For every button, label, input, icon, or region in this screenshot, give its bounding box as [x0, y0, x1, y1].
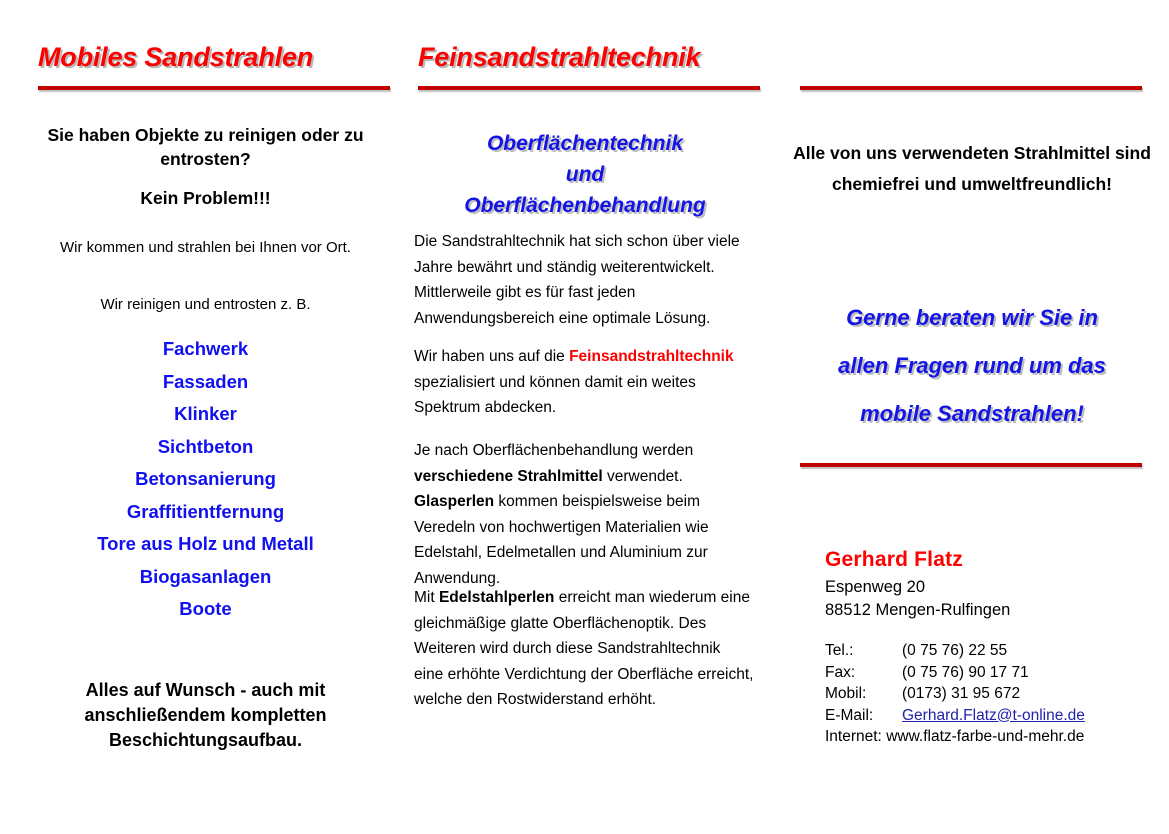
consult-line-2: allen Fragen rund um das [838, 353, 1106, 378]
paragraph-3-a: Je nach Oberflächenbehandlung werden [414, 442, 694, 459]
contact-street: Espenweg 20 [825, 578, 925, 596]
middle-subtitle-line1: Oberflächentechnik [486, 132, 684, 155]
paragraph-3-c: verwendet. [602, 467, 683, 485]
contact-name: Gerhard Flatz [825, 548, 963, 571]
paragraph-4-c: erreicht man wiederum eine gleichmäßige glatte Oberflächenoptik. Des Weiteren wird durch diese Sandstrahltechnik eine erhöhte Verdichtung der Oberfläche erreicht, welche den Rostwiderstand erhöht. [414, 589, 754, 708]
contact-mobile-value: (0173) 31 95 672 [902, 685, 1021, 702]
left-divider-rule [38, 86, 390, 90]
middle-paragraph-3 [414, 438, 754, 591]
right-divider-rule-bottom [800, 463, 1142, 467]
paragraph-3-bold-1: verschiedene Strahlmittel [414, 467, 603, 485]
list-item: Betonsanierung [135, 468, 276, 489]
paragraph-2-pre: Wir haben uns auf die [414, 348, 570, 365]
right-column [788, 0, 1156, 834]
contact-fax-label: Fax: [825, 663, 856, 681]
middle-subtitle-line2: und [565, 163, 605, 186]
left-we-clean-text: Wir reinigen und entrosten z. B. [100, 296, 311, 313]
list-item: Fassaden [162, 370, 249, 392]
left-column [18, 0, 393, 834]
contact-fax-value: (0 75 76) 90 17 71 [902, 663, 1029, 681]
consult-line-3: mobile Sandstrahlen! [860, 401, 1084, 426]
contact-city: 88512 Mengen-Rulfingen [825, 601, 1011, 619]
paragraph-4-a: Mit [414, 589, 439, 606]
left-headline: Mobiles Sandstrahlen [38, 42, 314, 72]
middle-column [405, 0, 765, 834]
paragraph-3-bold-2: Glasperlen [414, 493, 495, 510]
left-footer-note: Alles auf Wunsch - auch mit anschließendem kompletten Beschichtungsaufbau. [84, 680, 327, 750]
list-item: Sichtbeton [157, 435, 254, 457]
left-question-text: Sie haben Objekte zu reinigen oder zu entrosten? [47, 125, 364, 169]
contact-email-link[interactable]: Gerhard.Flatz@t-online.de [902, 706, 1085, 724]
list-item: Fachwerk [162, 338, 249, 359]
contact-tel-label: Tel.: [825, 642, 854, 659]
contact-internet-label: Internet: [825, 728, 882, 745]
list-item: Tore aus Holz und Metall [97, 533, 314, 554]
middle-divider-rule [418, 86, 760, 90]
contact-row-internet [825, 726, 1085, 748]
middle-paragraph-2 [414, 344, 754, 421]
contact-row-fax [825, 662, 1085, 684]
right-consult-text [788, 294, 1156, 438]
middle-paragraph-1: Die Sandstrahltechnik hat sich schon über viele Jahre bewährt und ständig weiterentwickelt. Mittlerweile gibt es für fast jeden Anwendungsbereich eine optimale Lösung. [414, 233, 740, 327]
list-item: Boote [179, 598, 232, 619]
contact-address [825, 576, 1010, 622]
middle-subtitle-line3: Oberflächenbehandlung [464, 194, 706, 217]
middle-paragraph-4 [414, 585, 754, 713]
list-item: Biogasanlagen [139, 565, 272, 587]
contact-email-label: E-Mail: [825, 706, 874, 724]
paragraph-3-d: kommen beispielsweise beim Veredeln von hochwertigen Materialien wie Edelstahl, Edelmetallen und Aluminium zur Anwendung. [414, 493, 709, 587]
left-no-problem-text: Kein Problem!!! [140, 188, 271, 208]
consult-line-1: Gerne beraten wir Sie in [846, 305, 1098, 330]
contact-tel-value: (0 75 76) 22 55 [902, 642, 1008, 659]
contact-mobile-label: Mobil: [825, 685, 867, 702]
list-item: Graffitientfernung [126, 500, 285, 522]
paragraph-2-post: spezialisiert und können damit ein weites Spektrum abdecken. [414, 373, 696, 416]
list-item: Klinker [174, 403, 237, 424]
contact-row-tel [825, 640, 1085, 662]
middle-subtitle [405, 128, 765, 221]
service-list [18, 333, 393, 626]
contact-row-email [825, 705, 1085, 727]
middle-headline: Feinsandstrahltechnik [418, 42, 701, 72]
left-onsite-text: Wir kommen und strahlen bei Ihnen vor Ort. [60, 239, 351, 256]
right-claim-text: Alle von uns verwendeten Strahlmittel sind chemiefrei und umweltfreundlich! [793, 143, 1151, 194]
contact-row-mobile [825, 683, 1085, 705]
paragraph-2-highlight: Feinsandstrahltechnik [569, 348, 734, 365]
paragraph-4-bold: Edelstahlperlen [438, 589, 555, 606]
contact-details [825, 640, 1085, 748]
right-divider-rule-top [800, 86, 1142, 90]
contact-internet-value: www.flatz-farbe-und-mehr.de [886, 728, 1085, 745]
